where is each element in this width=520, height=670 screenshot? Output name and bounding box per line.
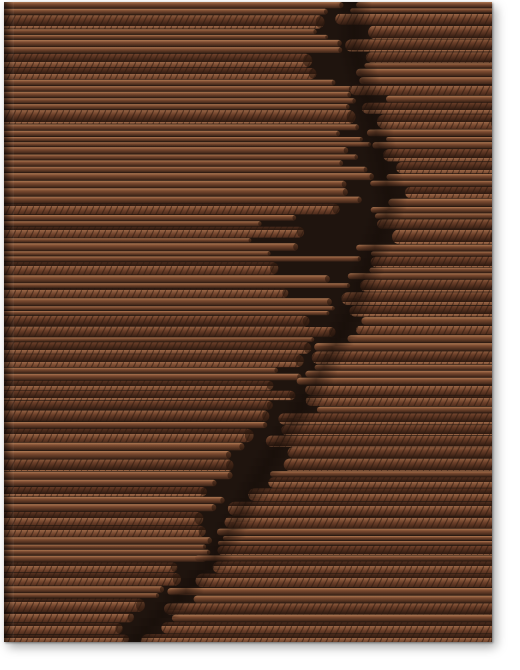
seam-shadow bbox=[350, 98, 386, 106]
rebar-bar bbox=[4, 487, 207, 496]
rebar-bar bbox=[4, 512, 203, 525]
rebar-bar bbox=[4, 451, 231, 459]
seam-shadow bbox=[322, 330, 358, 338]
rebar-bar bbox=[369, 268, 492, 273]
rebar-end bbox=[245, 429, 254, 441]
rebar-end bbox=[268, 252, 271, 256]
rebar-bar bbox=[195, 556, 492, 561]
seam-shadow bbox=[367, 170, 403, 178]
rebar-end bbox=[267, 381, 274, 389]
rebar-bar bbox=[4, 401, 273, 410]
rebar-end bbox=[327, 299, 332, 306]
rebar-bar bbox=[4, 298, 332, 305]
rebar-bar bbox=[4, 256, 361, 261]
rebar-bar bbox=[4, 188, 348, 196]
rebar-bar bbox=[4, 429, 254, 443]
seam-shadow bbox=[197, 554, 233, 562]
rebar-end bbox=[199, 526, 207, 536]
rebar-bar bbox=[4, 147, 348, 154]
rebar-bar bbox=[4, 545, 206, 550]
rebar-end bbox=[220, 497, 225, 503]
rebar-end bbox=[339, 161, 343, 166]
rebar-end bbox=[333, 204, 340, 214]
seam-shadow bbox=[232, 490, 268, 498]
rebar-bar bbox=[248, 488, 492, 501]
seam-shadow bbox=[334, 306, 370, 314]
rebar-bar bbox=[4, 422, 267, 428]
seam-shadow bbox=[136, 618, 172, 626]
seam-shadow bbox=[279, 410, 315, 418]
rebar-bar bbox=[4, 480, 217, 487]
rebar-end bbox=[295, 355, 304, 367]
seam-shadow bbox=[289, 394, 325, 402]
rebar-bar bbox=[377, 114, 492, 128]
rebar-bar bbox=[4, 15, 324, 28]
rebar-end bbox=[303, 316, 310, 325]
rebar-bar bbox=[4, 68, 316, 79]
rebar-bar bbox=[4, 92, 351, 98]
rebar-bar bbox=[213, 561, 492, 573]
rebar-bar bbox=[217, 546, 492, 555]
seam-shadow bbox=[201, 546, 237, 554]
seam-shadow bbox=[358, 130, 394, 138]
rebar-bar bbox=[281, 425, 492, 435]
rebar-bar bbox=[4, 54, 312, 68]
seam-shadow bbox=[219, 514, 255, 522]
rebar-bar bbox=[228, 502, 492, 516]
rebar-bar bbox=[4, 262, 278, 275]
rebar-bar bbox=[4, 167, 367, 173]
rebar-bar bbox=[4, 368, 278, 373]
rebar-bar bbox=[268, 477, 492, 488]
rebar-bar bbox=[4, 173, 374, 180]
rebar-end bbox=[325, 35, 328, 39]
rebar-bar bbox=[305, 385, 492, 395]
rebar-end bbox=[293, 215, 297, 220]
seam-shadow bbox=[351, 258, 387, 266]
seam-shadow bbox=[337, 298, 373, 306]
rebar-end bbox=[226, 451, 232, 458]
seam-shadow bbox=[128, 626, 164, 634]
rebar-end bbox=[304, 343, 312, 353]
rebar-end bbox=[263, 422, 267, 428]
rebar-bar bbox=[4, 221, 262, 226]
rebar-bar bbox=[4, 327, 336, 337]
seam-shadow bbox=[228, 498, 264, 506]
seam-shadow bbox=[360, 234, 396, 242]
rebar-bar bbox=[4, 472, 233, 480]
rebar-bar bbox=[4, 374, 302, 381]
seam-shadow bbox=[336, 26, 372, 34]
seam-shadow bbox=[152, 602, 188, 610]
seam-shadow bbox=[365, 162, 401, 170]
seam-shadow bbox=[338, 50, 374, 58]
seam-shadow bbox=[184, 570, 220, 578]
rebar-end bbox=[342, 181, 347, 187]
seam-shadow bbox=[144, 610, 180, 618]
seam-shadow bbox=[326, 322, 362, 330]
rebar-end bbox=[249, 238, 252, 242]
rebar-bar bbox=[4, 137, 363, 142]
rebar-end bbox=[228, 472, 233, 479]
seam-shadow bbox=[362, 146, 398, 154]
rebar-bar bbox=[4, 238, 251, 242]
seam-shadow bbox=[365, 218, 401, 226]
seam-shadow bbox=[176, 578, 212, 586]
rebar-end bbox=[282, 289, 288, 297]
rebar-end bbox=[344, 148, 349, 154]
rebar-bar bbox=[4, 504, 216, 511]
seam-shadow bbox=[336, 34, 372, 42]
seam-shadow bbox=[120, 634, 156, 642]
seam-shadow bbox=[265, 434, 301, 442]
seam-shadow bbox=[346, 82, 382, 90]
rebar-end bbox=[160, 587, 164, 593]
rebar-bar bbox=[4, 599, 145, 613]
seam-shadow bbox=[360, 138, 396, 146]
seam-shadow bbox=[336, 2, 372, 10]
rebar-bar bbox=[4, 29, 317, 34]
rebar-bar bbox=[4, 562, 177, 572]
rebar-bar bbox=[4, 289, 288, 298]
seam-shadow bbox=[318, 338, 354, 346]
rebar-bar bbox=[164, 603, 492, 614]
rebar-end bbox=[303, 54, 313, 66]
rebar-bar bbox=[4, 35, 328, 39]
rebar-end bbox=[171, 563, 178, 572]
seam-shadow bbox=[354, 250, 390, 258]
seam-shadow bbox=[343, 282, 379, 290]
seam-shadow bbox=[368, 178, 404, 186]
rebar-end bbox=[258, 221, 262, 226]
rebar-bar bbox=[161, 622, 492, 633]
rebar-bar bbox=[4, 354, 304, 367]
rebar-bar bbox=[350, 306, 493, 317]
rebar-end bbox=[343, 189, 348, 196]
book-cover bbox=[4, 2, 492, 642]
rebar-bar bbox=[4, 556, 207, 562]
rebar-bar bbox=[4, 391, 295, 400]
rebar-end bbox=[212, 505, 217, 511]
rebar-end bbox=[358, 197, 363, 203]
rebar-bar bbox=[4, 311, 329, 315]
seam-shadow bbox=[336, 10, 372, 18]
rebar-bar bbox=[4, 124, 359, 130]
seam-shadow bbox=[363, 226, 399, 234]
rebar-bar bbox=[383, 149, 492, 161]
rebar-bar bbox=[270, 471, 492, 476]
rebar-bar bbox=[4, 104, 350, 109]
rebar-bar bbox=[368, 25, 492, 38]
seam-shadow bbox=[348, 90, 384, 98]
rebar-bar bbox=[386, 96, 492, 102]
seam-shadow bbox=[363, 154, 399, 162]
rebar-bar bbox=[4, 443, 244, 451]
seam-shadow bbox=[160, 594, 196, 602]
rebar-bar bbox=[392, 229, 492, 244]
rebar-bar bbox=[4, 142, 371, 146]
rebar-end bbox=[226, 460, 234, 470]
rebar-bar bbox=[4, 550, 210, 555]
seam-shadow bbox=[302, 370, 338, 378]
rebar-bar bbox=[371, 257, 492, 268]
rebar-end bbox=[293, 244, 298, 251]
rebar-end bbox=[156, 593, 159, 597]
seam-shadow bbox=[342, 66, 378, 74]
rebar-end bbox=[327, 311, 330, 315]
rebar-bar bbox=[4, 411, 269, 422]
rebar-end bbox=[346, 104, 350, 109]
rebar-bar bbox=[141, 634, 492, 642]
rebar-bar bbox=[4, 215, 296, 221]
rebar-bar bbox=[4, 526, 206, 537]
rebar-bar bbox=[4, 9, 328, 15]
rebar-bar bbox=[317, 407, 492, 413]
rebar-bar bbox=[4, 110, 356, 124]
rebar-bar bbox=[405, 187, 492, 198]
rebar-bar bbox=[4, 204, 340, 215]
rebar-bar bbox=[4, 227, 304, 238]
rebar-bar bbox=[4, 337, 314, 341]
seam-shadow bbox=[336, 42, 372, 50]
seam-shadow bbox=[255, 450, 291, 458]
rebar-bar bbox=[225, 517, 493, 529]
rebar-end bbox=[311, 338, 314, 342]
seam-shadow bbox=[356, 122, 392, 130]
rebar-bar bbox=[4, 275, 330, 283]
rebar-bar bbox=[356, 326, 492, 335]
rebar-bar bbox=[396, 162, 492, 173]
seam-shadow bbox=[223, 506, 259, 514]
rebar-bar bbox=[284, 459, 492, 471]
rebar-bar bbox=[4, 573, 181, 586]
rebar-bar bbox=[4, 342, 311, 353]
seam-shadow bbox=[314, 346, 350, 354]
seam-shadow bbox=[250, 458, 286, 466]
rebar-end bbox=[195, 513, 204, 525]
rebar-bar bbox=[364, 63, 492, 68]
rebar-bar bbox=[4, 47, 342, 53]
seam-shadow bbox=[310, 354, 346, 362]
rebar-end bbox=[212, 480, 217, 486]
rebar-end bbox=[316, 16, 325, 28]
rebar-bar bbox=[4, 160, 343, 166]
seam-shadow bbox=[215, 522, 251, 530]
seam-shadow bbox=[206, 538, 242, 546]
seam-shadow bbox=[237, 482, 273, 490]
rebar-end bbox=[115, 624, 123, 634]
seam-shadow bbox=[368, 210, 404, 218]
rebar-end bbox=[309, 69, 317, 79]
rebar-bar bbox=[4, 497, 225, 504]
rebar-bar bbox=[196, 574, 493, 588]
rebar-bar bbox=[4, 460, 233, 472]
seam-shadow bbox=[370, 186, 406, 194]
rebar-bar bbox=[386, 137, 492, 142]
seam-shadow bbox=[306, 362, 342, 370]
rebar-bar bbox=[361, 317, 492, 325]
seam-shadow bbox=[346, 274, 382, 282]
rebar-bar bbox=[4, 243, 298, 251]
rebar-bar bbox=[4, 40, 342, 47]
seam-shadow bbox=[241, 474, 277, 482]
rebar-bar bbox=[4, 613, 134, 623]
rebar-bar bbox=[172, 615, 492, 622]
rebar-end bbox=[262, 411, 270, 421]
rebar-end bbox=[267, 401, 273, 409]
seam-shadow bbox=[340, 58, 376, 66]
seam-shadow bbox=[354, 114, 390, 122]
rebar-end bbox=[336, 131, 340, 136]
seam-shadow bbox=[371, 202, 407, 210]
seam-shadow bbox=[298, 378, 334, 386]
rebar-bar bbox=[356, 2, 492, 8]
rebar-end bbox=[239, 443, 244, 450]
rebar-end bbox=[355, 155, 359, 160]
seam-shadow bbox=[371, 194, 407, 202]
rebar-bar bbox=[217, 529, 492, 536]
seam-shadow bbox=[357, 242, 393, 250]
seam-shadow bbox=[168, 586, 204, 594]
rebar-bar bbox=[306, 396, 492, 407]
seam-shadow bbox=[246, 466, 282, 474]
rebar-bar bbox=[366, 52, 492, 62]
rebar-end bbox=[201, 487, 208, 495]
seam-shadow bbox=[344, 74, 380, 82]
rebar-bar bbox=[167, 588, 492, 595]
rebar-end bbox=[332, 80, 336, 85]
rebar-bar bbox=[288, 447, 492, 458]
seam-shadow bbox=[260, 442, 296, 450]
rebar-end bbox=[313, 30, 317, 35]
rebar-bar bbox=[4, 131, 340, 137]
rebar-bar bbox=[4, 98, 356, 103]
seam-shadow bbox=[340, 290, 376, 298]
rebar-bar bbox=[348, 335, 493, 342]
seam-shadow bbox=[274, 418, 310, 426]
rebar-bar bbox=[4, 316, 309, 327]
rebar-bar bbox=[218, 541, 492, 545]
rebar-bar bbox=[4, 586, 164, 592]
rebar-end bbox=[325, 276, 330, 283]
rebar-bar bbox=[4, 251, 271, 256]
rebar-end bbox=[324, 9, 328, 14]
seam-shadow bbox=[270, 426, 306, 434]
rebar-end bbox=[297, 227, 305, 237]
rebar-bar bbox=[4, 593, 159, 598]
rebar-end bbox=[274, 368, 278, 373]
rebar-bar bbox=[4, 283, 350, 288]
seam-shadow bbox=[192, 562, 228, 570]
seam-shadow bbox=[330, 314, 366, 322]
rebar-bar bbox=[4, 635, 129, 642]
rebar-bar bbox=[223, 536, 492, 540]
seam-shadow bbox=[352, 106, 388, 114]
rebar-bar bbox=[4, 155, 358, 160]
seam-shadow bbox=[294, 386, 330, 394]
rebar-bar bbox=[4, 2, 343, 8]
rebar-end bbox=[136, 599, 145, 611]
rebar-bar bbox=[4, 306, 335, 310]
rebar-bar bbox=[4, 197, 362, 204]
rebar-stack-artwork bbox=[4, 2, 492, 642]
rebar-bar bbox=[194, 596, 492, 603]
rebar-bar bbox=[4, 181, 346, 188]
rebar-bar bbox=[4, 623, 123, 634]
rebar-bar bbox=[4, 537, 212, 544]
rebar-end bbox=[270, 263, 279, 274]
rebar-bar bbox=[4, 80, 335, 86]
rebar-end bbox=[128, 613, 135, 622]
rebar-bar bbox=[4, 381, 273, 390]
seam-shadow bbox=[210, 530, 246, 538]
rebar-bar bbox=[4, 86, 352, 91]
seam-shadow bbox=[349, 266, 385, 274]
seam-shadow bbox=[284, 402, 320, 410]
seam-shadow bbox=[336, 18, 372, 26]
